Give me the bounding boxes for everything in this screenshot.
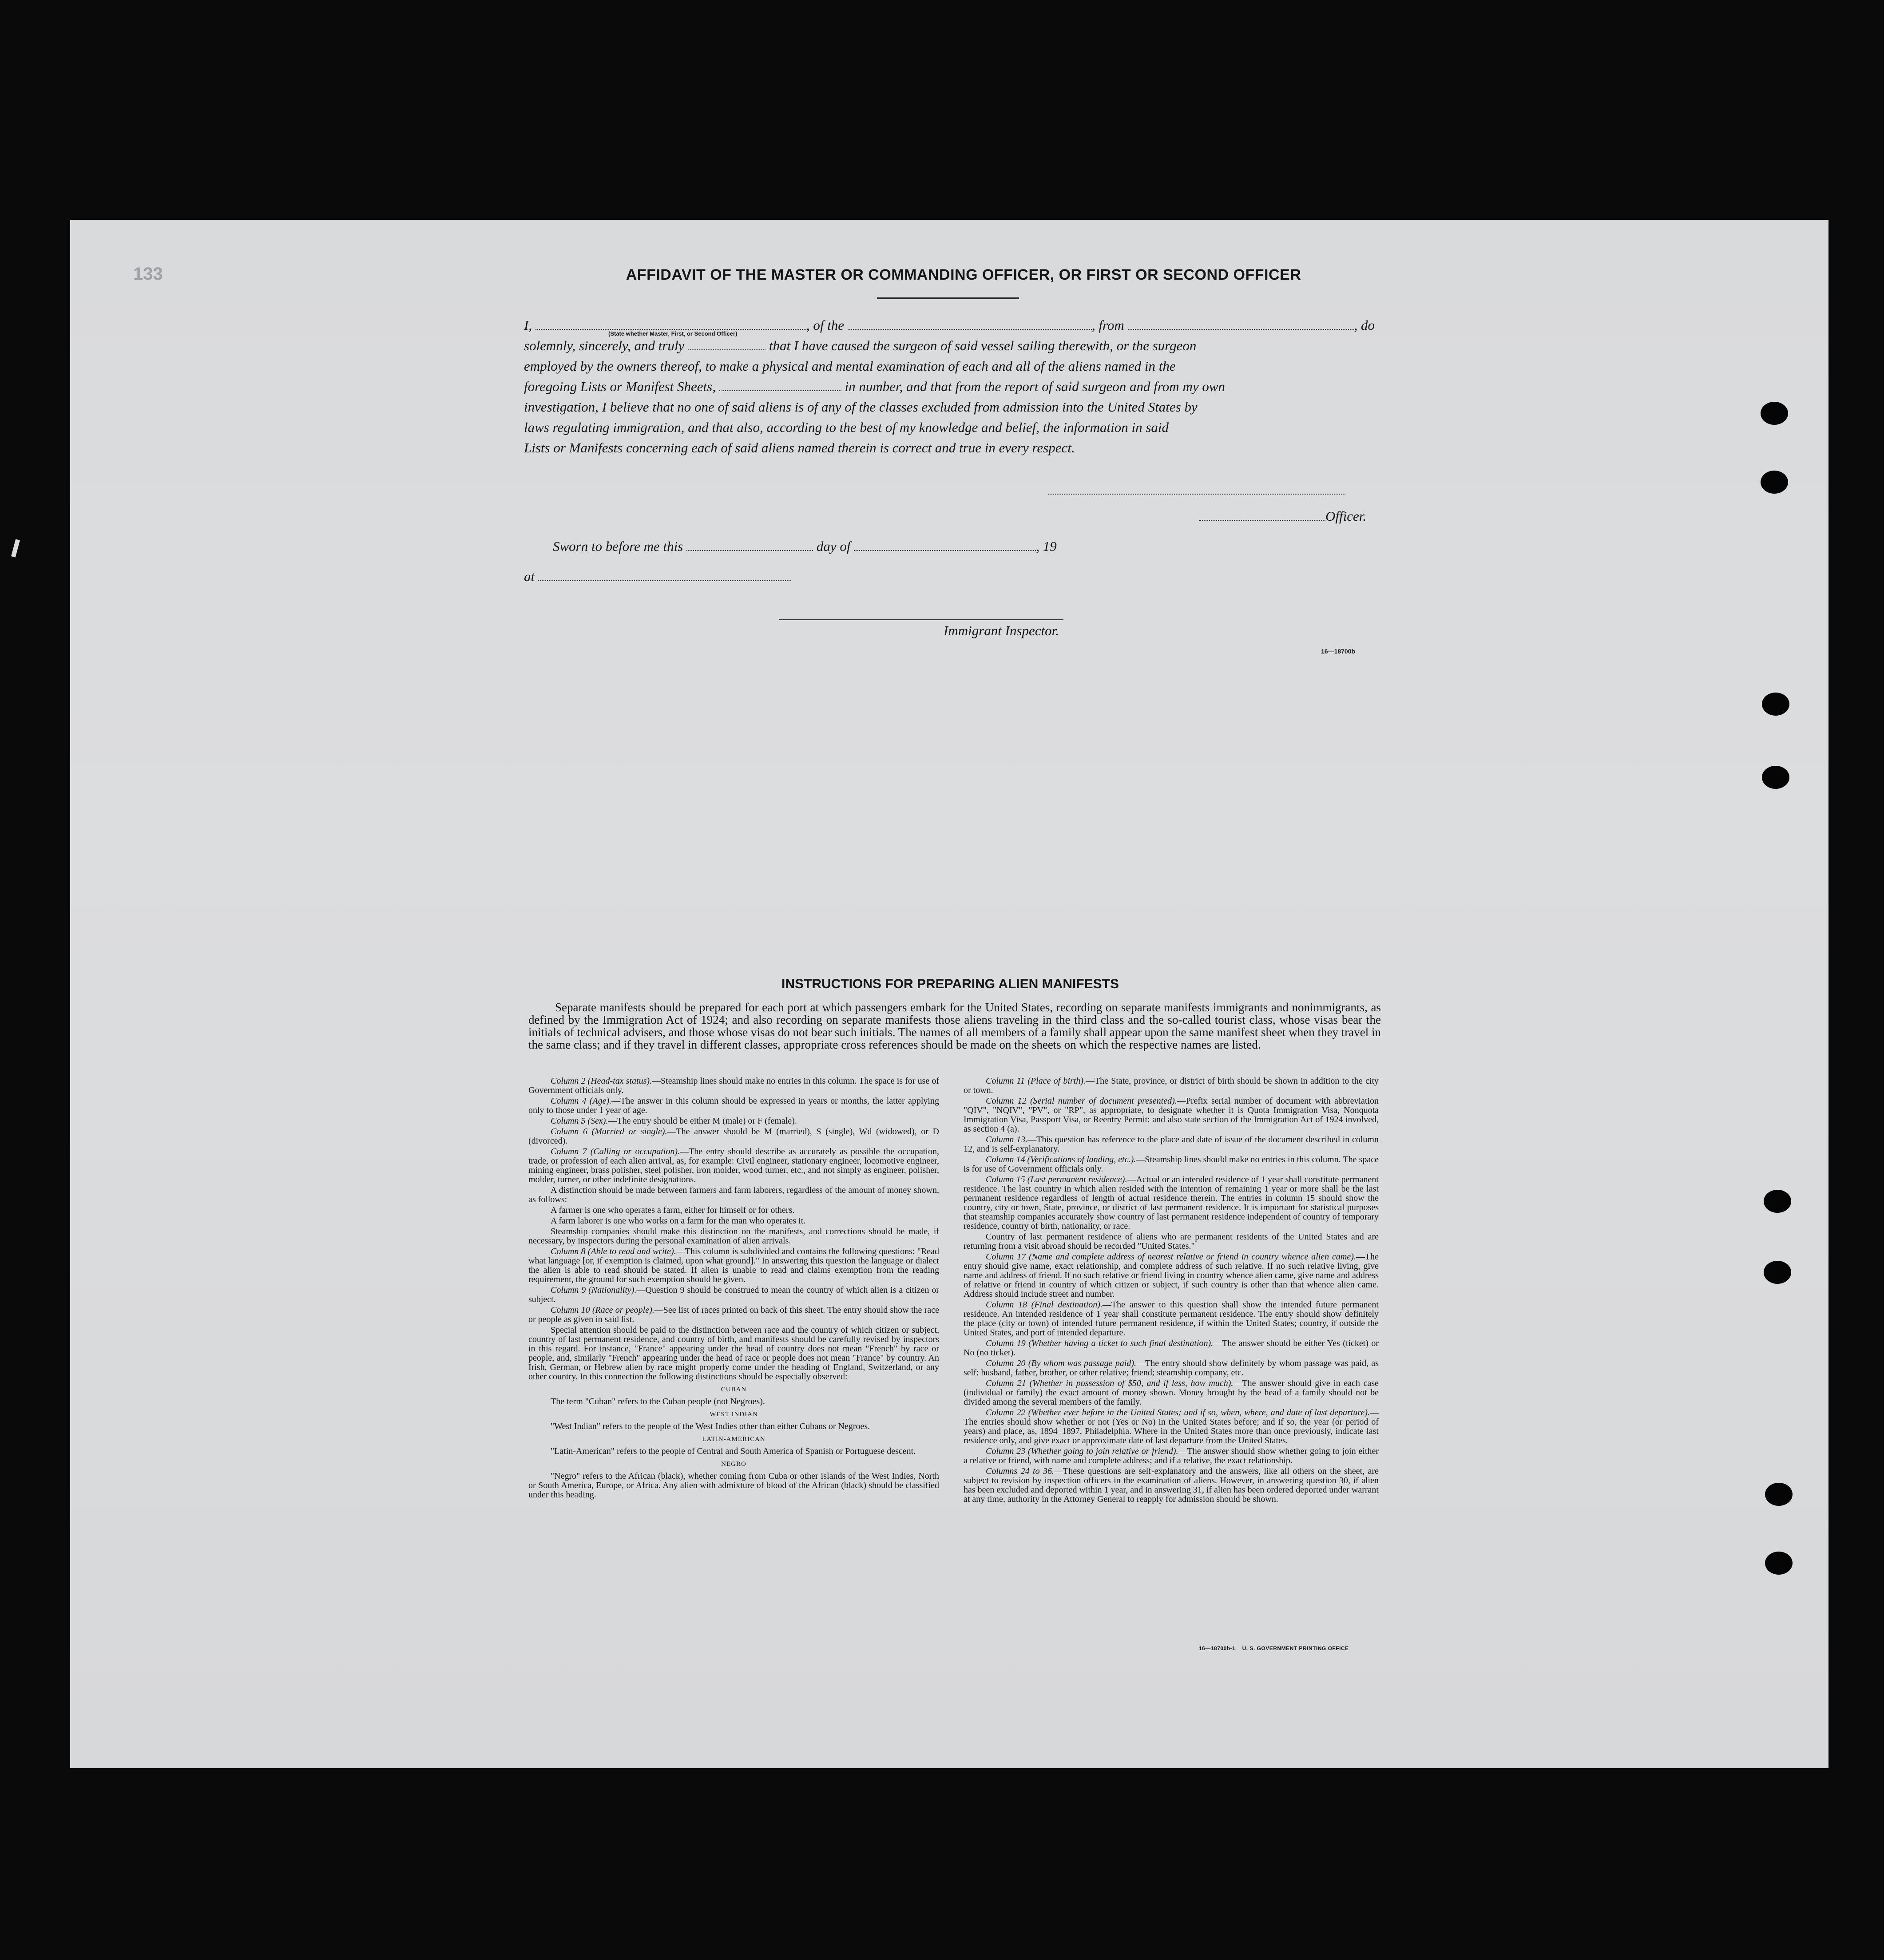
cuban-heading: CUBAN — [721, 1386, 747, 1393]
negro-text: "Negro" refers to the African (black), whether coming from Cuba or other islands of the West Indies, North or South America, Europe, or Africa. Any alien with admixture of blood of the African (black) should be classified under this heading. — [528, 1471, 939, 1500]
sworn-c: , 19 — [1036, 539, 1057, 554]
affidavit-line-2 — [524, 336, 1196, 356]
officer-label: Officer. — [1325, 508, 1367, 524]
instruction-paragraph: Column 2 (Head-tax status).—Steamship lines should make no entries in this column. The space is for use of Government officials only. — [528, 1076, 939, 1095]
instruction-paragraph: Column 21 (Whether in possession of $50, and if less, how much).—The answer should give in each case (individual or family) the exact amount of money shown. Money brought by the head of a family should not be divided among the several members of the family. — [964, 1378, 1379, 1407]
punch-hole — [1764, 1190, 1791, 1213]
instruction-paragraph: Column 23 (Whether going to join relative or friend).—The answer should show whether going to join either a relative or friend, with name and complete address; and if a relative, the exact relationship. — [964, 1446, 1379, 1465]
instruction-paragraph: Special attention should be paid to the distinction between race and the country of which citizen or subject, country of last permanent residence, and country of birth, and manifests should be carefully revised by inspectors in this regard. For instance, "France" appearing under the head of country does not mean "French" by race or people, and, similarly "French" appearing under the head of race or people does not mean "France" by country. An Irish, German, or Hebrew alien by race might properly come under the heading of England, Switzerland, or any other country. In this connection the following distinctions should be especially observed: — [528, 1325, 939, 1382]
instruction-paragraph: Column 10 (Race or people).—See list of races printed on back of this sheet. The entry should show the race or people as given in said list. — [528, 1305, 939, 1324]
form-number: 16—18700b — [1321, 648, 1356, 655]
punch-hole — [1765, 1552, 1793, 1575]
rank-note: (State whether Master, First, or Second Officer) — [608, 330, 738, 337]
sworn-day-field[interactable] — [686, 542, 813, 551]
west-indian-text: "West Indian" refers to the people of the West Indies other than either Cubans or Negroes. — [551, 1421, 870, 1431]
inspector-signature-line[interactable] — [779, 619, 1063, 620]
instructions-right-column — [964, 1077, 1379, 1505]
footer-printer: U. S. GOVERNMENT PRINTING OFFICE — [1242, 1645, 1349, 1651]
inspector-label: Immigrant Inspector. — [944, 623, 1059, 638]
punch-hole — [1761, 471, 1788, 494]
footer-form-number: 16—18700b-1 — [1199, 1645, 1236, 1651]
l1-c: , from — [1091, 317, 1124, 333]
l1-b: , of the — [806, 317, 845, 333]
affidavit-line-6: laws regulating immigration, and that also, according to the best of my knowledge and belief, the information in said — [524, 420, 1169, 435]
instruction-paragraph: Column 5 (Sex).—The entry should be either M (male) or F (female). — [551, 1116, 797, 1126]
instruction-paragraph: Country of last permanent residence of aliens who are permanent residents of the United States and are returning from a visit abroad should be recorded "United States." — [964, 1232, 1379, 1251]
affidavit-line-7: Lists or Manifests concerning each of said aliens named therein is correct and true in every respect. — [524, 440, 1075, 455]
instruction-paragraph: Column 13.—This question has reference to the place and date of issue of the document described in column 12, and is self-explanatory. — [964, 1135, 1379, 1154]
punch-hole — [1765, 1483, 1793, 1506]
port-field[interactable] — [1128, 321, 1354, 330]
punch-hole — [1761, 402, 1788, 425]
instruction-paragraph: Column 8 (Able to read and write).—This column is subdivided and contains the following questions: "Read what language [or, if exemption is claimed, upon what ground]." In answering this question the language or dialect the alien is able to read should be stated. If alien is unable to read and claims exemption from the reading requirement, the ground for such exemption should be given. — [528, 1247, 940, 1284]
instruction-paragraph: A distinction should be made between farmers and farm laborers, regardless of the amount of money shown, as follows: — [528, 1185, 939, 1204]
title-rule — [877, 297, 1019, 299]
officer-rank-field[interactable] — [535, 321, 806, 330]
l2-a: solemnly, sincerely, and truly — [524, 338, 685, 353]
instruction-paragraph: Column 17 (Name and complete address of nearest relative or friend in country whence alien came).—The entry should give name, exact relationship, and complete address of such relative. If no such relative living, give name and address of friend. If no such relative or friend living in country whence alien came, give name and address of relative or friend in country of which citizen or subject, if such country is other than that whence alien came. Address should include street and number. — [964, 1252, 1379, 1299]
affidavit-line-3: employed by the owners thereof, to make a physical and mental examination of each and all of the aliens named in the — [524, 358, 1176, 374]
at-label: at — [524, 569, 535, 584]
officer-signature-field[interactable] — [1199, 512, 1325, 521]
instruction-paragraph: Column 6 (Married or single).—The answer should be M (married), S (single), Wd (widowed), or D (divorced). — [528, 1127, 939, 1146]
instruction-paragraph: A farmer is one who operates a farm, either for himself or for others. — [551, 1205, 795, 1215]
sworn-row — [553, 536, 1057, 557]
sworn-field[interactable] — [688, 341, 765, 350]
l4-a: foregoing Lists or Manifest Sheets, — [524, 379, 716, 394]
printer-footer — [1199, 1645, 1349, 1651]
sworn-month-field[interactable] — [854, 542, 1036, 551]
latin-american-heading: LATIN-AMERICAN — [702, 1436, 765, 1443]
instruction-paragraph: Column 9 (Nationality).—Question 9 should be construed to mean the country of which alien is a citizen or subject. — [528, 1285, 939, 1304]
instruction-paragraph: Steamship companies should make this distinction on the manifests, and corrections should be made, if necessary, by inspectors during the personal examination of alien arrivals. — [528, 1227, 939, 1246]
at-row — [524, 566, 791, 587]
instructions-intro — [528, 1001, 1381, 1051]
sworn-a: Sworn to before me this — [553, 539, 683, 554]
punch-hole — [1764, 1261, 1791, 1284]
instruction-paragraph: A farm laborer is one who works on a farm for the man who operates it. — [551, 1216, 806, 1226]
officer-signature-row — [1199, 506, 1366, 527]
signature-line[interactable] — [1048, 493, 1345, 495]
instruction-paragraph: Column 4 (Age).—The answer in this column should be expressed in years or months, the latter applying only to those under 1 year of age. — [528, 1096, 939, 1115]
latin-american-text: "Latin-American" refers to the people of Central and South America of Spanish or Portuguese descent. — [551, 1446, 916, 1456]
sheet-count-field[interactable] — [719, 382, 841, 391]
negro-heading: NEGRO — [721, 1461, 746, 1468]
instruction-paragraph: Column 12 (Serial number of document presented).—Prefix serial number of document with abbreviation "QIV", "NQIV", "PV", or "RP", as appropriate, to designate whether it is Quota Immigration Visa, Nonquota Immigration Visa, Passport Visa, or Reentry Permit; and also state section of the Immigration Act of 1924 involved, as section 4 (a). — [964, 1096, 1379, 1134]
instruction-paragraph: Columns 24 to 36.—These questions are self-explanatory and the answers, like all others on the sheet, are subject to revision by inspection officers in the examination of aliens. However, in answering question 30, if alien has been excluded and deported within 1 year, and in answering 31, if alien has been ordered deported under warrant at any time, authority in the Attorney General to reapply for admission should be shown. — [964, 1466, 1379, 1504]
punch-hole — [1762, 766, 1789, 789]
l1-a: I, — [524, 317, 532, 333]
west-indian-heading: WEST INDIAN — [710, 1411, 758, 1418]
punch-hole — [1762, 693, 1789, 716]
affidavit-title: AFFIDAVIT OF THE MASTER OR COMMANDING OFFICER, OR FIRST OR SECOND OFFICER — [626, 266, 1301, 283]
sworn-b: day of — [816, 539, 851, 554]
instructions-title: INSTRUCTIONS FOR PREPARING ALIEN MANIFESTS — [781, 977, 1119, 991]
cuban-text: The term "Cuban" refers to the Cuban people (not Negroes). — [551, 1397, 765, 1406]
instruction-paragraph: Column 15 (Last permanent residence).—Actual or an intended residence of 1 year shall constitute permanent residence. The last country in which alien resided with the intention of remaining 1 year or more shall be the last permanent residence regardless of length of actual residence therein. The entries in column 15 should show the country, city or town, State, province, or district of last permanent residence. It is important for statistical purposes that steamship companies accurately show country of last permanent residence independent of country of temporary residence, country of birth, nationality, or race. — [964, 1175, 1379, 1231]
instruction-paragraph: Column 14 (Verifications of landing, etc.).—Steamship lines should make no entries in this column. The space is for use of Government officials only. — [964, 1155, 1379, 1174]
instruction-paragraph: Column 18 (Final destination).—The answer to this question shall show the intended future permanent residence. An intended residence of 1 year shall constitute permanent residence. The entry should show definitely the place (city or town) of intended future permanent residence, if within the United States; country, if outside the United States, and port of intended departure. — [964, 1300, 1379, 1338]
affidavit-line-4 — [524, 376, 1225, 397]
instruction-paragraph: Column 11 (Place of birth).—The State, province, or district of birth should be shown in addition to the city or town. — [964, 1076, 1379, 1095]
affidavit-line-5: investigation, I believe that no one of said aliens is of any of the classes excluded from admission into the United States by — [524, 399, 1198, 415]
l1-d: , do — [1354, 317, 1375, 333]
vessel-field[interactable] — [848, 321, 1092, 330]
faint-stamp: 133 — [133, 264, 163, 284]
instruction-paragraph: Column 20 (By whom was passage paid).—The entry should show definitely by whom passage was paid, as self; husband, father, brother, or other relative; friend; steamship company, etc. — [964, 1358, 1379, 1378]
instruction-paragraph: Column 7 (Calling or occupation).—The entry should describe as accurately as possible the occupation, trade, or profession of each alien arrival, as, for example: Civil engineer, stationary engineer, locomotive engineer, mining engineer, brass polisher, steel polisher, iron molder, wood turner, etc., and not simply as engineer, polisher, molder, turner, or other indefinite designations. — [528, 1147, 939, 1184]
instruction-paragraph: Column 19 (Whether having a ticket to such final destination).—The answer should be either Yes (ticket) or No (no ticket). — [964, 1338, 1379, 1358]
l2-b: that I have caused the surgeon of said vessel sailing therewith, or the surgeon — [769, 338, 1197, 353]
intro-text: Separate manifests should be prepared for each port at which passengers embark for the United States, recording on separate manifests immigrants and nonimmigrants, as defined by the Immigration Act of 1924; and also recording on separate manifests those aliens traveling in the third class and the so-called tourist class, whose visas bear the initials of technical advisers, and those whose visas do not bear such initials. The names of all members of a family shall appear upon the same manifest sheet when they travel in the same class; and if they travel in different classes, appropriate cross references should be made on the sheets on which the respective names are listed. — [528, 1001, 1381, 1051]
instructions-left-column — [528, 1077, 939, 1501]
instruction-paragraph: Column 22 (Whether ever before in the United States; and if so, when, where, and date of last departure).—The entries should show whether or not (Yes or No) in the United States before; and if so, the year (or period of years) and place, as, 1894–1897, Philadelphia. Where in the United States more than once previously, indicate last residence only, and give exact or approximate date of last departure from the United States. — [964, 1408, 1379, 1445]
l4-b: in number, and that from the report of said surgeon and from my own — [845, 379, 1226, 394]
place-field[interactable] — [538, 572, 791, 581]
